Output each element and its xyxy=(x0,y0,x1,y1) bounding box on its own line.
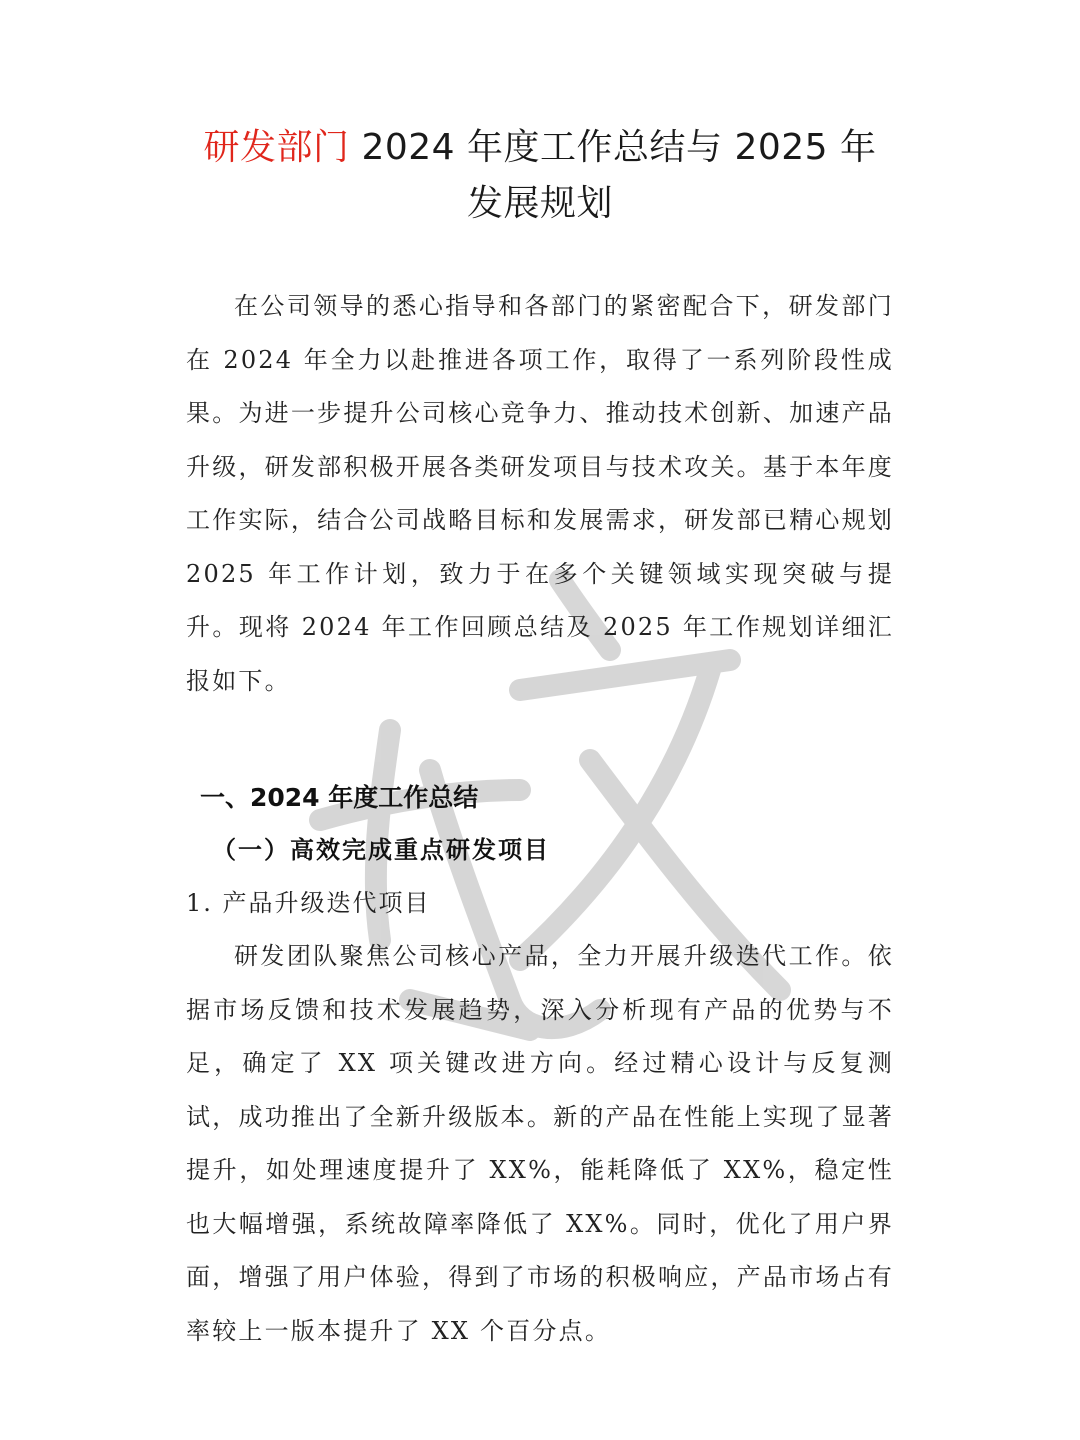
subsection-heading-1: （一）高效完成重点研发项目 xyxy=(212,835,550,864)
item-body-1: 研发团队聚焦公司核心产品，全力开展升级迭代工作。依据市场反馈和技术发展趋势，深入分析现有产品的优势与不足，确定了 XX 项关键改进方向。经过精心设计与反复测试，成功推出了全新升级版本。新的产品在性能上实现了显著提升，如处理速度提升了 XX%，能耗降低了 XX%，稳定性也大幅增强，系统故障率降低了 XX%。同时，优化了用户界面，增强了用户体验，得到了市场的积极响应，产品市场占有率较上一版本提升了 XX 个百分点。 xyxy=(186,942,894,1345)
intro-paragraph: 在公司领导的悉心指导和各部门的紧密配合下，研发部门在 2024 年全力以赴推进各项工作，取得了一系列阶段性成果。为进一步提升公司核心竞争力、推动技术创新、加速产品升级，研发部积极开展各类研发项目与技术攻关。基于本年度工作实际，结合公司战略目标和发展需求，研发部已精心规划 2025 年工作计划，致力于在多个关键领域实现突破与提升。现将 2024 年工作回顾总结及 2025 年工作规划详细汇报如下。 xyxy=(186,292,894,695)
item-heading-1: 1. 产品升级迭代项目 xyxy=(186,889,431,917)
title-accent: 研发部门 xyxy=(203,127,350,168)
document-title xyxy=(186,120,894,232)
section-heading-1: 一、2024 年度工作总结 xyxy=(200,783,479,812)
title-rest: 2024 年度工作总结与 2025 年发展规划 xyxy=(349,127,877,224)
document-content xyxy=(186,120,894,1358)
